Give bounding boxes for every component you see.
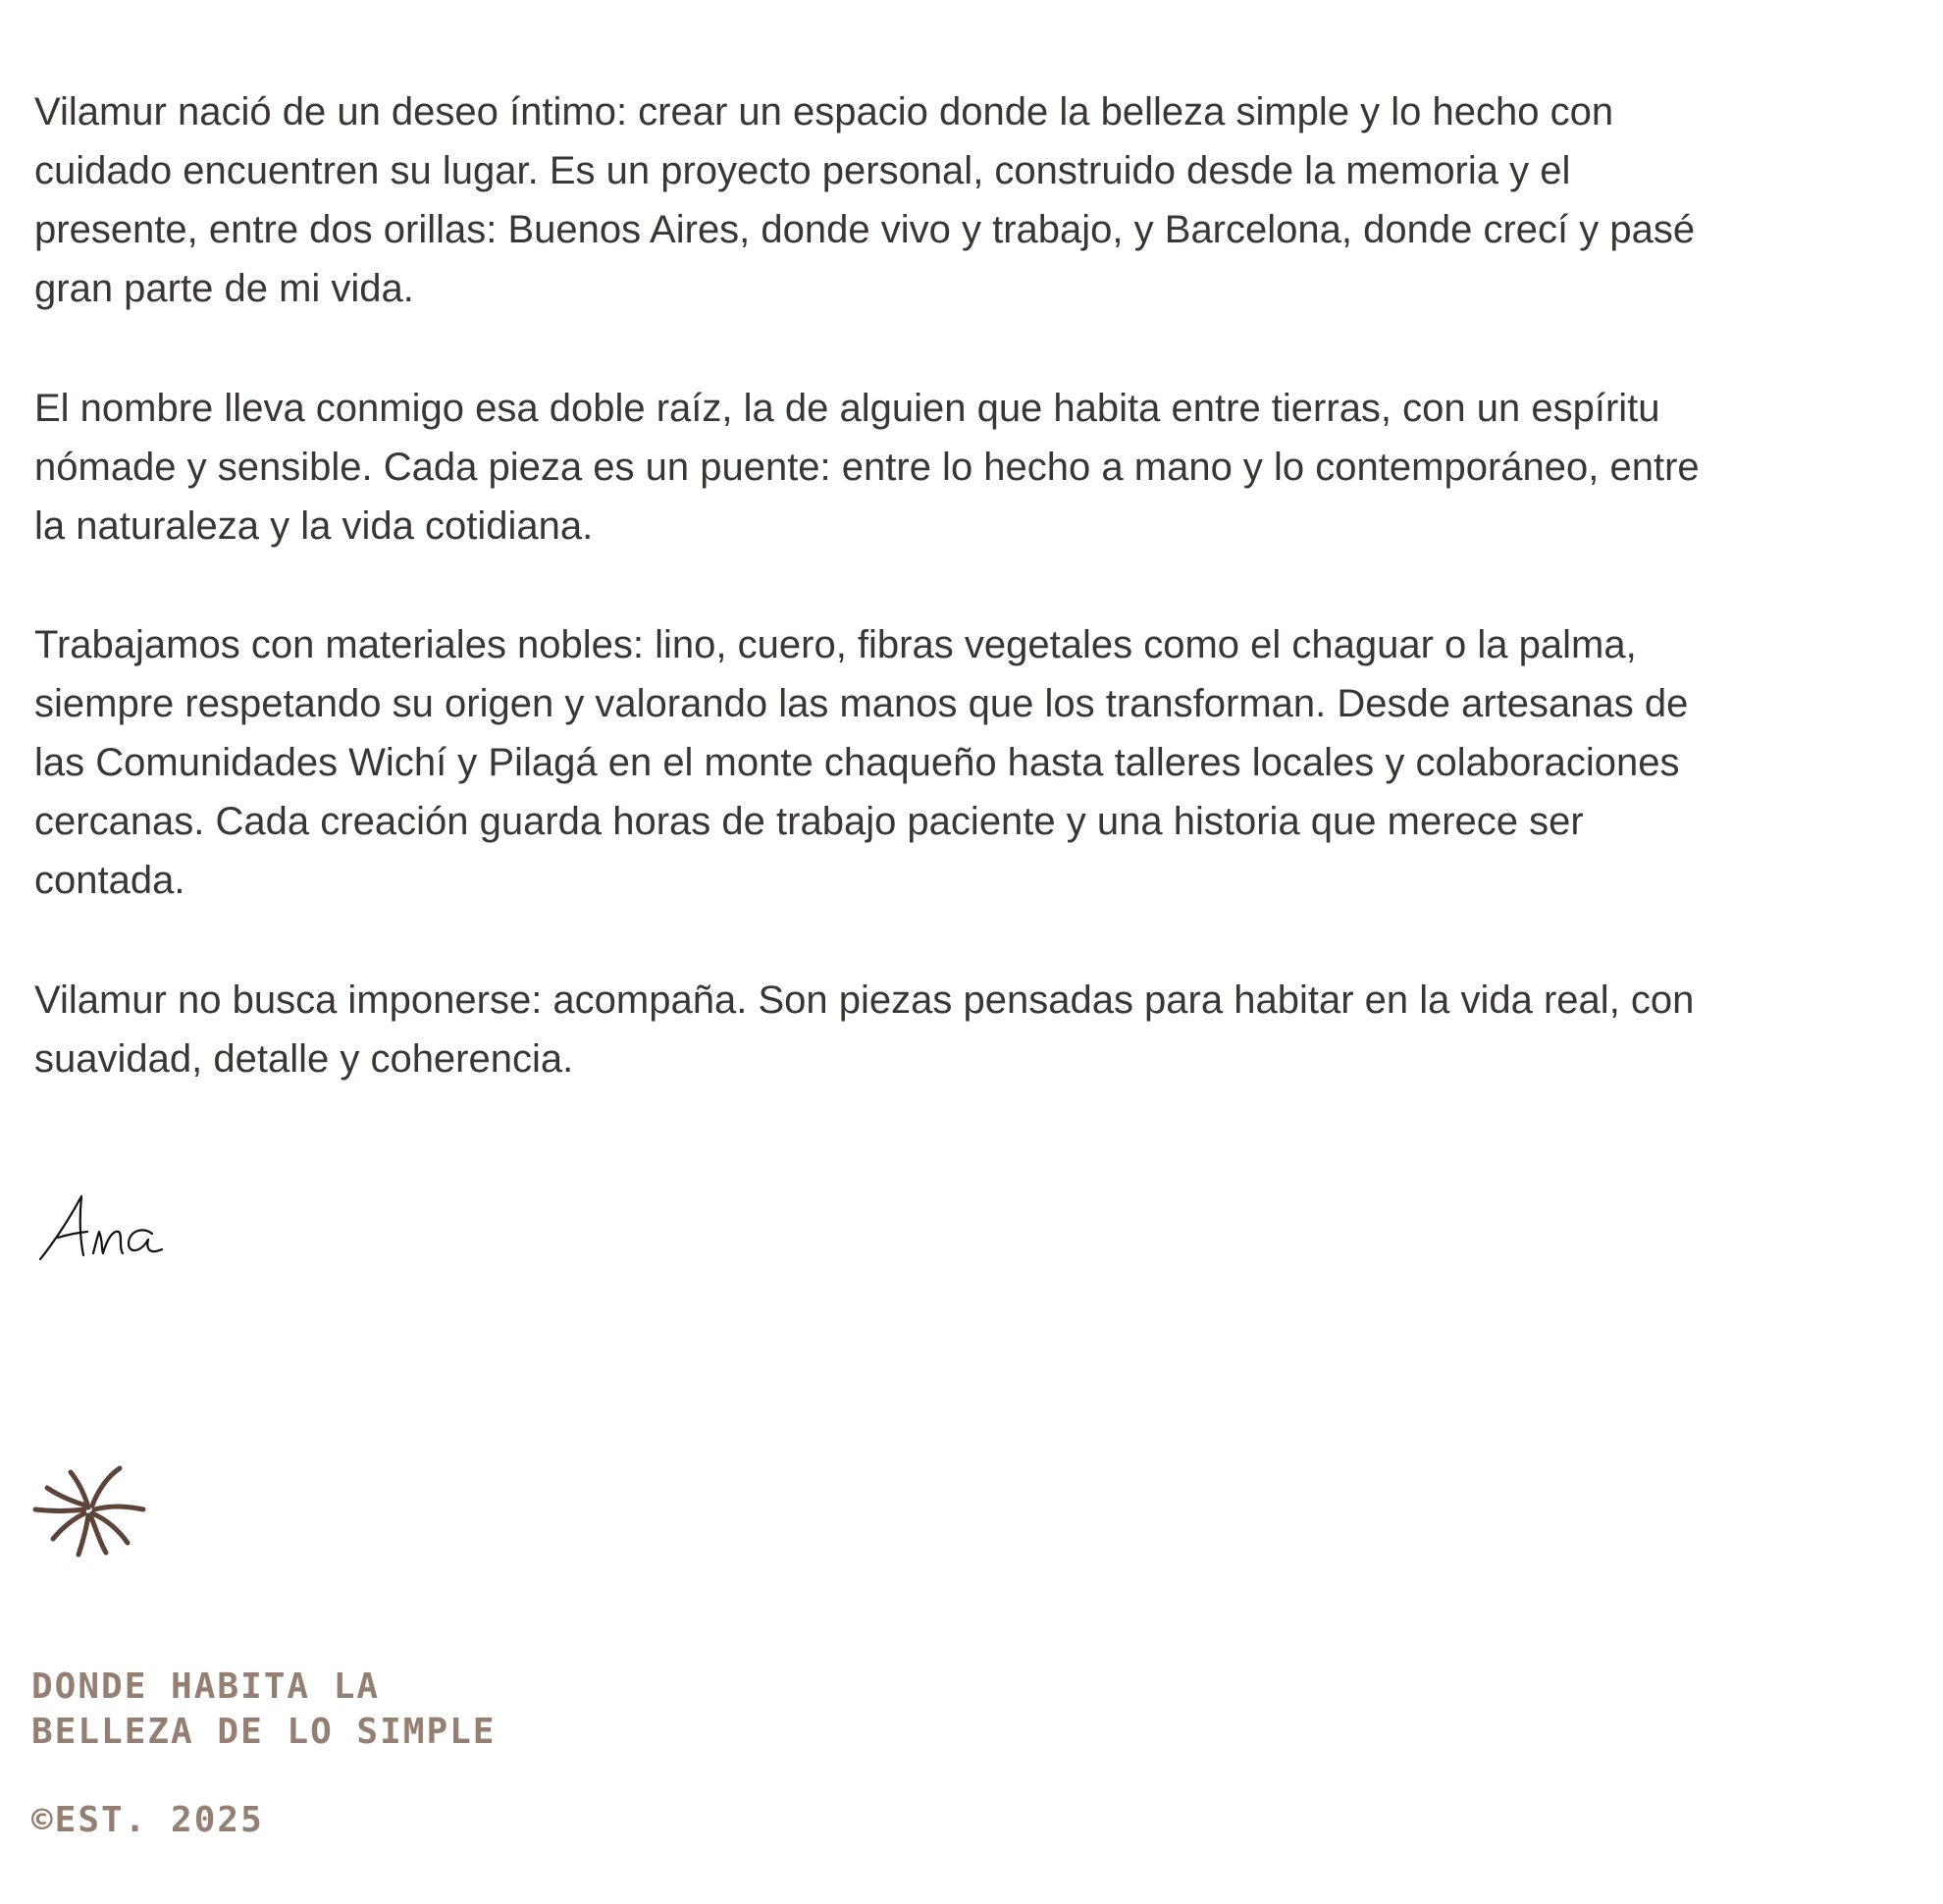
signature-ana [34, 1183, 172, 1271]
about-paragraph-3: Trabajamos con materiales nobles: lino, cuero, fibras vegetales como el chaguar o la palma, siempre respetando su origen y valorando las manos que los transforman. Desde artesanas de las Comunidades Wichí y Pilagá en el monte chaqueño hasta talleres locales y colaboraciones cercanas. Cada creación guarda horas de trabajo paciente y una historia que merece ser contada. [34, 623, 1689, 902]
about-paragraph-4: Vilamur no busca imponerse: acompaña. Son piezas pensadas para habitar en la vida real, con suavidad, detalle y coherencia. [34, 978, 1695, 1081]
tagline-line-2: BELLEZA DE LO SIMPLE [31, 1712, 497, 1752]
tagline-line-1: DONDE HABITA LA [31, 1666, 381, 1707]
about-paragraph-1: Vilamur nació de un deseo íntimo: crear un espacio donde la belleza simple y lo hecho con cuidado encuentren su lugar. Es un proyecto personal, construido desde la memoria y el presente, entre dos orillas: Buenos Aires, donde vivo y trabajo, y Barcelona, donde crecí y pasé gran parte de mi vida. [34, 90, 1696, 310]
established-label: ©EST. 2025 [31, 1800, 264, 1840]
brand-tagline [31, 1665, 496, 1755]
sunburst-logo-icon [29, 1451, 152, 1568]
about-paragraph-2: El nombre lleva conmigo esa doble raíz, la de alguien que habita entre tierras, con un espíritu nómade y sensible. Cada pieza es un puente: entre lo hecho a mano y lo contemporáneo, entre la naturaleza y la vida cotidiana. [34, 387, 1700, 548]
